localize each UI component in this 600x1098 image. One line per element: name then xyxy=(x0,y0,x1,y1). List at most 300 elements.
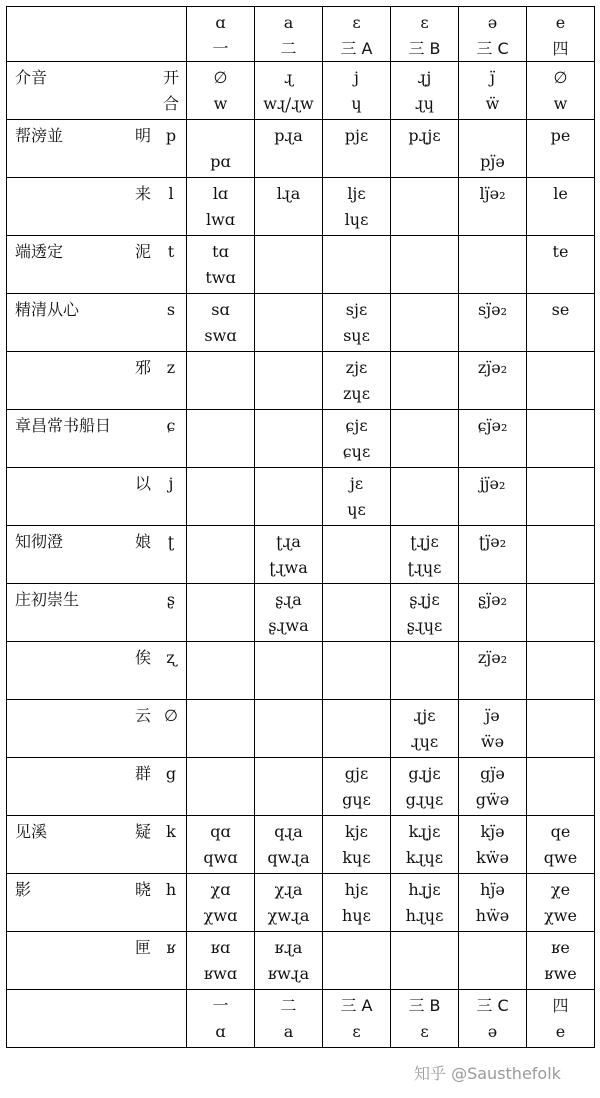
syllable-cell xyxy=(459,700,527,758)
syllable-cell xyxy=(391,120,459,178)
medial-col-3 xyxy=(323,62,391,120)
initial-label-cell xyxy=(7,758,187,816)
syllable-cell xyxy=(255,178,323,236)
syllable-cell-line2: ʂɻɥɛ xyxy=(406,616,443,635)
footer-col-2-line1: 二 xyxy=(280,996,297,1015)
initial-row xyxy=(7,294,595,352)
initial-label-cell xyxy=(7,410,187,468)
initial-label-cell xyxy=(7,352,187,410)
medial-col-6-line1: ∅ xyxy=(553,68,568,87)
syllable-cell-line1: χɻa xyxy=(274,880,303,899)
syllable-cell xyxy=(323,584,391,642)
syllable-cell xyxy=(323,874,391,932)
syllable-cell-line2: qwe xyxy=(543,848,578,867)
syllable-cell xyxy=(459,236,527,294)
initial-symbol: k xyxy=(166,822,176,841)
initial-symbol: l xyxy=(168,184,174,203)
syllable-cell-line1: se xyxy=(551,300,570,319)
syllable-cell-line1: kjɛ xyxy=(345,822,368,841)
syllable-cell-line1: gɻjɛ xyxy=(408,764,441,783)
initial-group: 影 xyxy=(15,880,32,899)
syllable-cell xyxy=(187,352,255,410)
footer-col-5-line1: 三 C xyxy=(476,996,509,1015)
syllable-cell xyxy=(255,352,323,410)
initial-symbol: g xyxy=(165,764,177,783)
syllable-cell-line2: kɥɛ xyxy=(342,848,371,867)
initial-symbol: ʈ xyxy=(167,532,175,551)
footer-col-5-line2: ə xyxy=(487,1022,498,1041)
initial-row xyxy=(7,642,595,700)
initial-category: 云 xyxy=(134,706,151,725)
syllable-cell-line2: lɥɛ xyxy=(344,210,369,229)
syllable-cell xyxy=(187,526,255,584)
watermark-text: 知乎 @Sausthefolk xyxy=(414,1064,561,1083)
syllable-cell xyxy=(255,468,323,526)
syllable-cell-line1: pɻjɛ xyxy=(408,126,441,145)
syllable-cell xyxy=(459,932,527,990)
syllable-cell-line2: hɥɛ xyxy=(342,906,371,925)
syllable-cell-line1: χɑ xyxy=(210,880,231,899)
syllable-cell-line1: jɛ xyxy=(349,474,364,493)
syllable-cell-line1: zj̈ə₂ xyxy=(477,358,508,377)
syllable-cell-line1: jj̈ə₂ xyxy=(479,474,506,493)
syllable-cell xyxy=(459,352,527,410)
syllable-cell-line2: gɥɛ xyxy=(342,790,371,809)
syllable-cell-line1: hɻjɛ xyxy=(408,880,441,899)
medial-col-1-line2: w xyxy=(213,94,228,113)
footer-col-1 xyxy=(187,990,255,1048)
medial-col-2-line2: wɻ/ɻw xyxy=(263,94,314,113)
initial-row xyxy=(7,120,595,178)
phonology-table xyxy=(6,6,595,1048)
syllable-cell xyxy=(391,932,459,990)
syllable-cell-line2: pj̈ə xyxy=(480,152,505,171)
syllable-cell xyxy=(391,584,459,642)
initial-row xyxy=(7,816,595,874)
initial-category: 匣 xyxy=(134,938,151,957)
syllable-cell-line1: gjɛ xyxy=(344,764,369,783)
medial-col-4-line1: ɻj xyxy=(417,68,432,87)
initial-category: 邪 xyxy=(134,358,151,377)
medial-label: 介音 xyxy=(15,68,48,87)
footer-col-5 xyxy=(459,990,527,1048)
syllable-cell xyxy=(255,758,323,816)
syllable-cell xyxy=(323,120,391,178)
initial-group: 端透定 xyxy=(15,242,64,261)
syllable-cell xyxy=(391,468,459,526)
syllable-cell-line2: kɻɥɛ xyxy=(405,848,444,867)
syllable-cell xyxy=(391,700,459,758)
syllable-cell-line1: ʈj̈ə₂ xyxy=(478,532,507,551)
header-col-2 xyxy=(255,7,323,62)
initial-symbol: ʂ xyxy=(166,590,176,609)
syllable-cell-line1: ljɛ xyxy=(347,184,366,203)
footer-col-4-line1: 三 B xyxy=(408,996,441,1015)
medial-col-6-line2: w xyxy=(553,94,568,113)
header-row xyxy=(7,7,595,62)
initial-symbol: t xyxy=(167,242,175,261)
footer-col-4-line2: ɛ xyxy=(420,1022,429,1041)
syllable-cell-line2: ɥɛ xyxy=(347,500,366,519)
initial-label-cell xyxy=(7,120,187,178)
syllable-cell xyxy=(459,584,527,642)
syllable-cell-line1: hjɛ xyxy=(344,880,369,899)
initial-symbol: ʁ xyxy=(166,938,176,957)
initial-group: 精清从心 xyxy=(15,300,80,319)
syllable-cell xyxy=(459,120,527,178)
footer-col-2 xyxy=(255,990,323,1048)
initial-symbol: ∅ xyxy=(164,706,178,725)
syllable-cell-line1: lɻa xyxy=(276,184,301,203)
syllable-cell-line1: ʈɻjɛ xyxy=(410,532,439,551)
syllable-cell-line1: pjɛ xyxy=(344,126,369,145)
syllable-cell-line1: qɑ xyxy=(210,822,231,841)
syllable-cell xyxy=(459,816,527,874)
footer-col-6 xyxy=(527,990,595,1048)
syllable-cell xyxy=(187,410,255,468)
initial-symbol: j xyxy=(168,474,174,493)
initial-category: 以 xyxy=(134,474,151,493)
syllable-cell-line2: gɻɥɛ xyxy=(405,790,444,809)
syllable-cell-line1: qe xyxy=(550,822,571,841)
syllable-cell xyxy=(187,584,255,642)
syllable-cell xyxy=(187,468,255,526)
initial-category: 群 xyxy=(134,764,151,783)
header-col-5-line1: ə xyxy=(487,13,498,32)
syllable-cell-line1: tɑ xyxy=(212,242,229,261)
medial-col-4 xyxy=(391,62,459,120)
kai-label: 开 xyxy=(162,68,179,87)
initial-row xyxy=(7,352,595,410)
syllable-cell-line1: sj̈ə₂ xyxy=(477,300,508,319)
medial-col-5-line2: ẅ xyxy=(485,94,500,113)
syllable-cell xyxy=(391,294,459,352)
syllable-cell-line1: j̈ə xyxy=(485,706,500,725)
header-col-3 xyxy=(323,7,391,62)
initial-symbol: z xyxy=(166,358,176,377)
syllable-cell xyxy=(527,700,595,758)
syllable-cell xyxy=(391,642,459,700)
initial-label-cell xyxy=(7,294,187,352)
syllable-cell xyxy=(255,932,323,990)
header-corner-cell xyxy=(7,7,187,62)
initial-group: 庄初崇生 xyxy=(15,590,80,609)
syllable-cell-line1: qɻa xyxy=(274,822,303,841)
syllable-cell xyxy=(187,236,255,294)
syllable-cell xyxy=(323,700,391,758)
syllable-cell xyxy=(459,526,527,584)
syllable-cell xyxy=(459,178,527,236)
syllable-cell xyxy=(187,932,255,990)
syllable-cell-line2: twɑ xyxy=(205,268,236,287)
header-col-3-line1: ɛ xyxy=(352,13,361,32)
medial-col-6 xyxy=(527,62,595,120)
header-col-3-line2: 三 A xyxy=(340,39,373,58)
medial-row xyxy=(7,62,595,120)
syllable-cell-line2: ʂɻwa xyxy=(268,616,309,635)
syllable-cell xyxy=(391,758,459,816)
footer-col-2-line2: a xyxy=(283,1022,294,1041)
syllable-cell-line2: sɥɛ xyxy=(343,326,370,345)
syllable-cell-line2: ɻɥɛ xyxy=(410,732,439,751)
syllable-cell-line1: ʁɑ xyxy=(210,938,231,957)
initial-row xyxy=(7,700,595,758)
syllable-cell-line2: pɑ xyxy=(210,152,231,171)
footer-corner-cell xyxy=(7,990,187,1048)
medial-col-5-line1: j̈ xyxy=(490,68,495,87)
header-col-6 xyxy=(527,7,595,62)
medial-label-cell xyxy=(7,62,187,120)
medial-col-1-line1: ∅ xyxy=(213,68,228,87)
syllable-cell-line1: kɻjɛ xyxy=(408,822,441,841)
syllable-cell xyxy=(187,874,255,932)
syllable-cell-line2: hɻɥɛ xyxy=(405,906,444,925)
header-col-1-line2: 一 xyxy=(212,39,229,58)
syllable-cell xyxy=(255,236,323,294)
syllable-cell xyxy=(323,526,391,584)
syllable-cell xyxy=(527,410,595,468)
header-col-1 xyxy=(187,7,255,62)
syllable-cell-line1: hj̈ə xyxy=(480,880,505,899)
syllable-cell xyxy=(323,236,391,294)
footer-col-3 xyxy=(323,990,391,1048)
syllable-cell-line2: hẅə xyxy=(475,906,510,925)
syllable-cell xyxy=(527,642,595,700)
medial-col-2 xyxy=(255,62,323,120)
initial-category: 泥 xyxy=(134,242,151,261)
header-col-6-line2: 四 xyxy=(552,39,569,58)
initial-label-cell xyxy=(7,874,187,932)
header-col-2-line2: 二 xyxy=(280,39,297,58)
syllable-cell xyxy=(527,816,595,874)
syllable-cell xyxy=(187,178,255,236)
initial-label-cell xyxy=(7,584,187,642)
initial-row xyxy=(7,236,595,294)
initial-row xyxy=(7,584,595,642)
initial-category: 俟 xyxy=(134,648,151,667)
syllable-cell xyxy=(527,932,595,990)
footer-row xyxy=(7,990,595,1048)
syllable-cell-line2: χwɻa xyxy=(267,906,310,925)
header-col-4 xyxy=(391,7,459,62)
syllable-cell-line1: sɑ xyxy=(211,300,230,319)
syllable-cell xyxy=(391,874,459,932)
syllable-cell xyxy=(527,584,595,642)
syllable-cell xyxy=(255,700,323,758)
syllable-cell-line1: lɑ xyxy=(212,184,229,203)
syllable-cell xyxy=(527,526,595,584)
initial-label-cell xyxy=(7,816,187,874)
syllable-cell-line2: ẅə xyxy=(480,732,505,751)
syllable-cell-line2: swɑ xyxy=(204,326,237,345)
syllable-cell-line1: ʂɻa xyxy=(275,590,302,609)
syllable-cell xyxy=(459,642,527,700)
medial-col-5 xyxy=(459,62,527,120)
syllable-cell xyxy=(323,816,391,874)
initial-row xyxy=(7,874,595,932)
footer-col-3-line2: ɛ xyxy=(352,1022,361,1041)
header-col-4-line2: 三 B xyxy=(408,39,441,58)
syllable-cell-line1: ʁe xyxy=(551,938,570,957)
syllable-cell xyxy=(527,120,595,178)
footer-col-3-line1: 三 A xyxy=(340,996,373,1015)
syllable-cell xyxy=(527,758,595,816)
initial-row xyxy=(7,178,595,236)
initial-category: 疑 xyxy=(134,822,151,841)
initial-label-cell xyxy=(7,700,187,758)
syllable-cell-line2: χwe xyxy=(544,906,577,925)
initial-label-cell xyxy=(7,642,187,700)
header-col-5-line2: 三 C xyxy=(476,39,509,58)
initial-category: 来 xyxy=(134,184,151,203)
syllable-cell-line2: gẅə xyxy=(475,790,510,809)
medial-col-3-line1: j xyxy=(354,68,359,87)
syllable-cell xyxy=(255,642,323,700)
syllable-cell xyxy=(187,758,255,816)
syllable-cell-line2: ʁwe xyxy=(544,964,577,983)
initial-group: 章昌常书船日 xyxy=(15,416,112,435)
syllable-cell xyxy=(187,700,255,758)
syllable-cell xyxy=(527,236,595,294)
syllable-cell-line1: pɻa xyxy=(274,126,303,145)
syllable-cell xyxy=(323,468,391,526)
syllable-cell-line2: ʈɻɥɛ xyxy=(407,558,442,577)
initial-symbol: ʐ xyxy=(166,648,176,667)
syllable-cell xyxy=(323,352,391,410)
syllable-cell xyxy=(255,584,323,642)
syllable-cell-line1: ɻjɛ xyxy=(413,706,436,725)
he-label: 合 xyxy=(162,94,179,113)
header-col-4-line1: ɛ xyxy=(420,13,429,32)
syllable-cell-line1: kj̈ə xyxy=(480,822,505,841)
initial-group: 见溪 xyxy=(15,822,48,841)
initial-category: 娘 xyxy=(134,532,151,551)
syllable-cell-line2: zɥɛ xyxy=(342,384,371,403)
initial-label-cell xyxy=(7,932,187,990)
syllable-cell xyxy=(391,816,459,874)
initial-label-cell xyxy=(7,526,187,584)
syllable-cell-line2: ʈɻwa xyxy=(269,558,308,577)
syllable-cell-line1: gj̈ə xyxy=(480,764,505,783)
initial-row xyxy=(7,758,595,816)
syllable-cell-line1: le xyxy=(553,184,568,203)
footer-col-6-line2: e xyxy=(555,1022,566,1041)
syllable-cell-line1: ʁɻa xyxy=(274,938,303,957)
initial-row xyxy=(7,932,595,990)
initial-label-cell xyxy=(7,468,187,526)
syllable-cell xyxy=(255,526,323,584)
initial-symbol: s xyxy=(166,300,176,319)
syllable-cell xyxy=(323,642,391,700)
header-col-2-line1: a xyxy=(283,13,294,32)
syllable-cell-line1: ɕjɛ xyxy=(345,416,368,435)
syllable-cell-line2: qwɑ xyxy=(203,848,238,867)
syllable-cell-line1: zjɛ xyxy=(345,358,368,377)
syllable-cell xyxy=(527,468,595,526)
initial-label-cell xyxy=(7,236,187,294)
syllable-cell xyxy=(187,642,255,700)
syllable-cell xyxy=(527,874,595,932)
syllable-cell-line2: χwɑ xyxy=(203,906,238,925)
initial-row xyxy=(7,526,595,584)
initial-row xyxy=(7,468,595,526)
syllable-cell xyxy=(323,294,391,352)
initial-group: 知彻澄 xyxy=(15,532,64,551)
syllable-cell-line1: ʈɻa xyxy=(276,532,301,551)
syllable-cell-line1: sjɛ xyxy=(345,300,368,319)
initial-symbol: ɕ xyxy=(166,416,176,435)
header-col-6-line1: e xyxy=(555,13,566,32)
initial-symbol: h xyxy=(165,880,177,899)
syllable-cell xyxy=(255,294,323,352)
syllable-cell xyxy=(255,120,323,178)
syllable-cell-line1: lj̈ə₂ xyxy=(479,184,506,203)
syllable-cell xyxy=(459,468,527,526)
syllable-cell xyxy=(459,758,527,816)
syllable-cell xyxy=(255,816,323,874)
footer-col-6-line1: 四 xyxy=(552,996,569,1015)
syllable-cell xyxy=(391,410,459,468)
medial-col-1 xyxy=(187,62,255,120)
syllable-cell xyxy=(255,410,323,468)
syllable-cell-line2: qwɻa xyxy=(267,848,310,867)
initial-category: 明 xyxy=(134,126,151,145)
medial-col-2-line1: ɻ xyxy=(284,68,293,87)
initial-category: 晓 xyxy=(134,880,151,899)
syllable-cell xyxy=(459,874,527,932)
initial-symbol: p xyxy=(165,126,177,145)
syllable-cell xyxy=(391,178,459,236)
syllable-cell xyxy=(527,178,595,236)
footer-col-1-line1: 一 xyxy=(212,996,229,1015)
syllable-cell-line1: ʂɻjɛ xyxy=(409,590,440,609)
syllable-cell-line1: pe xyxy=(550,126,571,145)
footer-col-1-line2: ɑ xyxy=(215,1022,226,1041)
syllable-cell xyxy=(459,410,527,468)
syllable-cell-line2: lwɑ xyxy=(205,210,236,229)
syllable-cell xyxy=(391,236,459,294)
syllable-cell-line1: ʂj̈ə₂ xyxy=(477,590,508,609)
syllable-cell xyxy=(527,352,595,410)
syllable-cell-line2: ʁwɑ xyxy=(203,964,238,983)
syllable-cell xyxy=(459,294,527,352)
syllable-cell xyxy=(187,816,255,874)
syllable-cell-line2: ɕɥɛ xyxy=(342,442,371,461)
syllable-cell-line1: ɕj̈ə₂ xyxy=(477,416,508,435)
syllable-cell xyxy=(323,410,391,468)
syllable-cell-line2: kẅə xyxy=(476,848,509,867)
initial-group: 帮滂並 xyxy=(15,126,64,145)
medial-col-3-line2: ɥ xyxy=(351,94,362,113)
syllable-cell xyxy=(187,120,255,178)
syllable-cell xyxy=(391,526,459,584)
syllable-cell xyxy=(323,758,391,816)
syllable-cell xyxy=(323,178,391,236)
syllable-cell xyxy=(255,874,323,932)
syllable-cell xyxy=(391,352,459,410)
initial-row xyxy=(7,410,595,468)
syllable-cell-line1: te xyxy=(552,242,569,261)
header-col-1-line1: ɑ xyxy=(215,13,226,32)
syllable-cell xyxy=(323,932,391,990)
syllable-cell xyxy=(527,294,595,352)
header-col-5 xyxy=(459,7,527,62)
syllable-cell xyxy=(187,294,255,352)
syllable-cell-line1: χe xyxy=(550,880,571,899)
medial-col-4-line2: ɻɥ xyxy=(414,94,435,113)
initial-label-cell xyxy=(7,178,187,236)
syllable-cell-line2: ʁwɻa xyxy=(267,964,310,983)
